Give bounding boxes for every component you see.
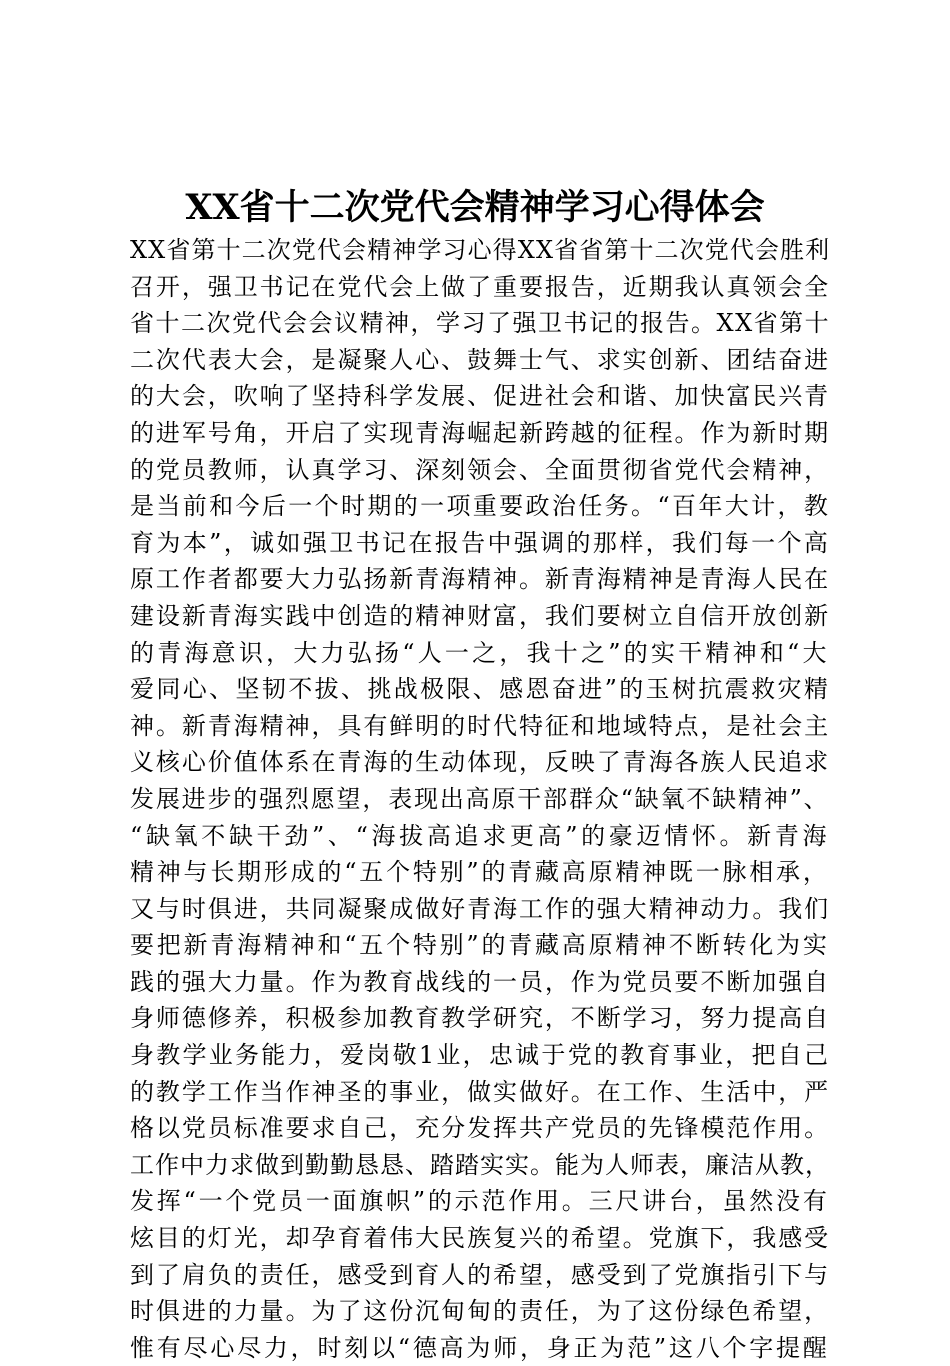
body-text-line: 的大会，吹响了坚持科学发展、促进社会和谐、加快富民兴青	[130, 382, 830, 411]
body-text-line: “缺氧不缺干劲”、“海拔高追求更高”的豪迈情怀。新青海	[130, 821, 830, 850]
body-text-line: 育为本”，诚如强卫书记在报告中强调的那样，我们每一个高	[130, 528, 830, 557]
body-text-line: 原工作者都要大力弘扬新青海精神。新青海精神是青海人民在	[130, 565, 830, 594]
body-text-line: 义核心价值体系在青海的生动体现，反映了青海各族人民追求	[130, 748, 830, 777]
body-text-line: 炫目的灯光，却孕育着伟大民族复兴的希望。党旗下，我感受	[130, 1224, 830, 1253]
body-text-line: 发挥“一个党员一面旗帜”的示范作用。三尺讲台，虽然没有	[130, 1187, 830, 1216]
body-text-line: 是当前和今后一个时期的一项重要政治任务。“百年大计，教	[130, 492, 830, 521]
body-text-line: 身师德修养，积极参加教育教学研究，不断学习，努力提高自	[130, 1004, 830, 1033]
body-text-line: 爱同心、坚韧不拔、挑战极限、感恩奋进”的玉树抗震救灾精	[130, 675, 830, 704]
body-text-line: 的进军号角，开启了实现青海崛起新跨越的征程。作为新时期	[130, 418, 830, 447]
body-text-line: 要把新青海精神和“五个特别”的青藏高原精神不断转化为实	[130, 931, 830, 960]
body-text-line: 时俱进的力量。为了这份沉甸甸的责任，为了这份绿色希望，	[130, 1297, 830, 1326]
body-text-line: 省十二次党代会会议精神，学习了强卫书记的报告。XX省第十	[130, 309, 830, 338]
body-text-line: 工作中力求做到勤勤恳恳、踏踏实实。能为人师表，廉洁从教，	[130, 1150, 830, 1179]
body-text-line: 又与时俱进，共同凝聚成做好青海工作的强大精神动力。我们	[130, 894, 830, 923]
body-text-line: 践的强大力量。作为教育战线的一员，作为党员要不断加强自	[130, 967, 830, 996]
body-text-line: 二次代表大会，是凝聚人心、鼓舞士气、求实创新、团结奋进	[130, 345, 830, 374]
body-text-line: 格以党员标准要求自己，充分发挥共产党员的先锋模范作用。	[130, 1114, 830, 1143]
body-text-line: 召开，强卫书记在党代会上做了重要报告，近期我认真领会全	[130, 272, 830, 301]
body-text-line: XX省第十二次党代会精神学习心得XX省省第十二次党代会胜利	[130, 236, 830, 264]
body-text-line: 发展进步的强烈愿望，表现出高原干部群众“缺氧不缺精神”、	[130, 784, 830, 813]
body-text-line: 到了肩负的责任，感受到育人的希望，感受到了党旗指引下与	[130, 1260, 830, 1289]
body-text-line: 建设新青海实践中创造的精神财富，我们要树立自信开放创新	[130, 601, 830, 630]
body-text-line: 的青海意识，大力弘扬“人一之，我十之”的实干精神和“大	[130, 638, 830, 667]
document-title: XX省十二次党代会精神学习心得体会	[185, 187, 765, 228]
body-text-line: 精神与长期形成的“五个特别”的青藏高原精神既一脉相承，	[130, 858, 830, 887]
body-text-line: 惟有尽心尽力，时刻以“德高为师，身正为范”这八个字提醒	[130, 1333, 830, 1362]
body-text-line: 的党员教师，认真学习、深刻领会、全面贯彻省党代会精神，	[130, 455, 830, 484]
body-text-line: 身教学业务能力，爱岗敬1业，忠诚于党的教育事业，把自己	[130, 1041, 830, 1070]
body-text-line: 神。新青海精神，具有鲜明的时代特征和地域特点，是社会主	[130, 711, 830, 740]
body-text-line: 的教学工作当作神圣的事业，做实做好。在工作、生活中，严	[130, 1077, 830, 1106]
document-body	[130, 232, 830, 1366]
